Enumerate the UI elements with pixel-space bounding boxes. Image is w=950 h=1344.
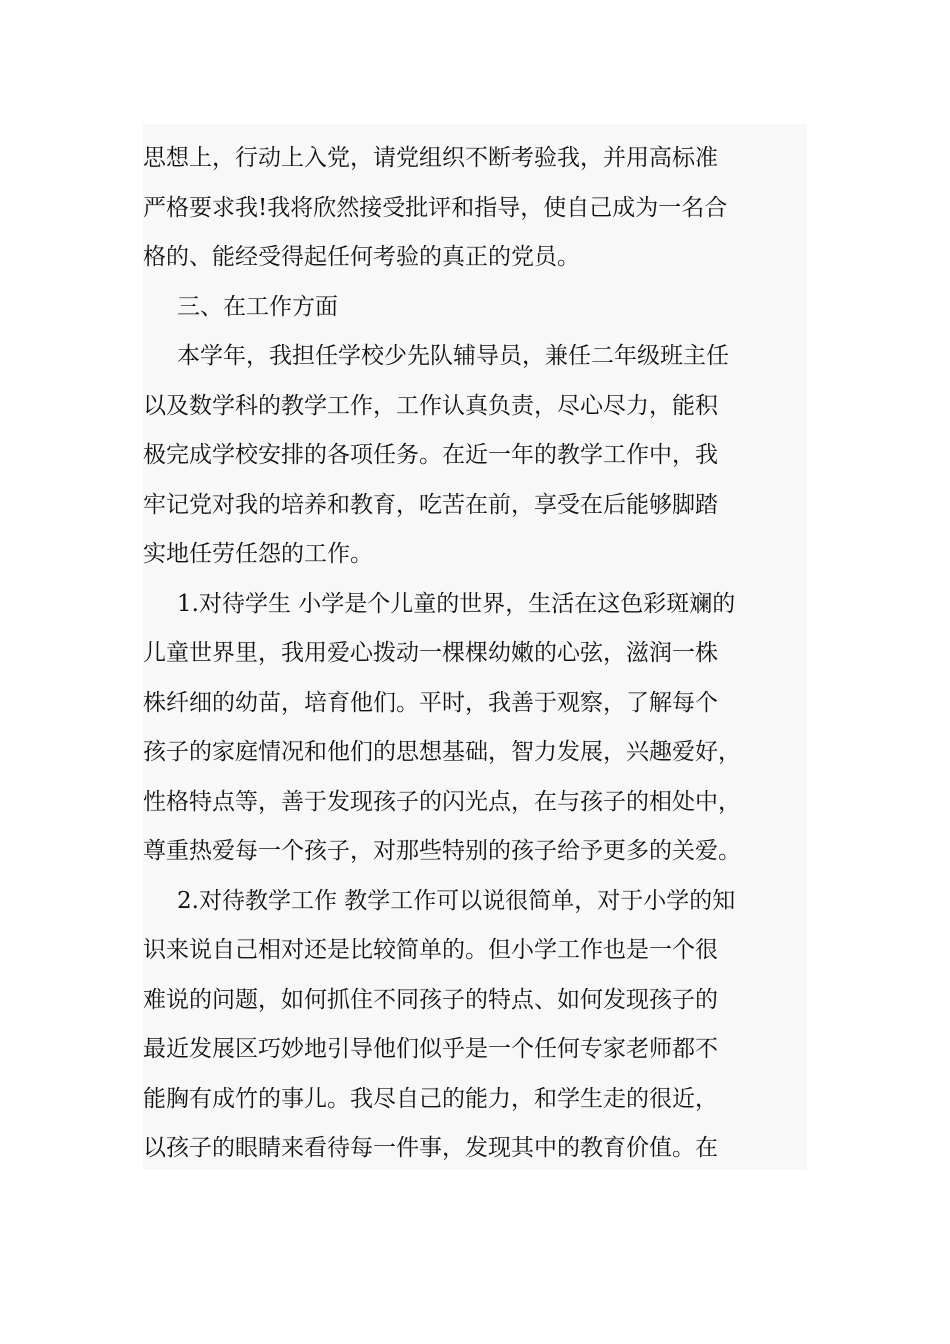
text-line: 格的、能经受得起任何考验的真正的党员。 — [143, 244, 580, 270]
text-line: 本学年，我担任学校少先队辅导员，兼任二年级班主任 — [177, 343, 729, 369]
text-line: 能胸有成竹的事儿。我尽自己的能力，和学生走的很近， — [143, 1085, 718, 1112]
text-line: 孩子的家庭情况和他们的思想基础，智力发展，兴趣爱好， — [143, 739, 741, 765]
text-line: 儿童世界里，我用爱心拨动一棵棵幼嫩的心弦，滋润一株 — [143, 640, 718, 666]
text-line: 1.对待学生 小学是个儿童的世界，生活在这色彩斑斓的 — [177, 590, 736, 617]
document-body — [143, 134, 807, 1174]
text-line: 以孩子的眼睛来看待每一件事，发现其中的教育价值。在 — [143, 1135, 718, 1161]
text-line: 思想上，行动上入党，请党组织不断考验我，并用高标准 — [143, 145, 718, 171]
text-line: 尊重热爱每一个孩子，对那些特别的孩子给予更多的关爱。 — [143, 838, 741, 864]
text-line: 实地任劳任怨的工作。 — [143, 541, 373, 567]
text-line: 严格要求我!我将欣然接受批评和指导，使自己成为一名合 — [143, 194, 728, 221]
text-line: 最近发展区巧妙地引导他们似乎是一个任何专家老师都不 — [143, 1036, 718, 1062]
text-line: 识来说自己相对还是比较简单的。但小学工作也是一个很 — [143, 937, 718, 963]
text-line: 2.对待教学工作 教学工作可以说很简单，对于小学的知 — [177, 887, 736, 914]
text-line: 以及数学科的教学工作，工作认真负责，尽心尽力，能积 — [143, 392, 718, 419]
text-line: 株纤细的幼苗，培育他们。平时，我善于观察，了解每个 — [143, 689, 718, 716]
text-line: 三、在工作方面 — [177, 293, 338, 320]
document-page — [143, 124, 807, 1170]
text-line: 难说的问题，如何抓住不同孩子的特点、如何发现孩子的 — [143, 986, 718, 1013]
text-line: 牢记党对我的培养和教育，吃苦在前，享受在后能够脚踏 — [143, 491, 718, 518]
text-line: 极完成学校安排的各项任务。在近一年的教学工作中，我 — [143, 442, 718, 468]
text-line: 性格特点等，善于发现孩子的闪光点，在与孩子的相处中， — [143, 788, 741, 815]
